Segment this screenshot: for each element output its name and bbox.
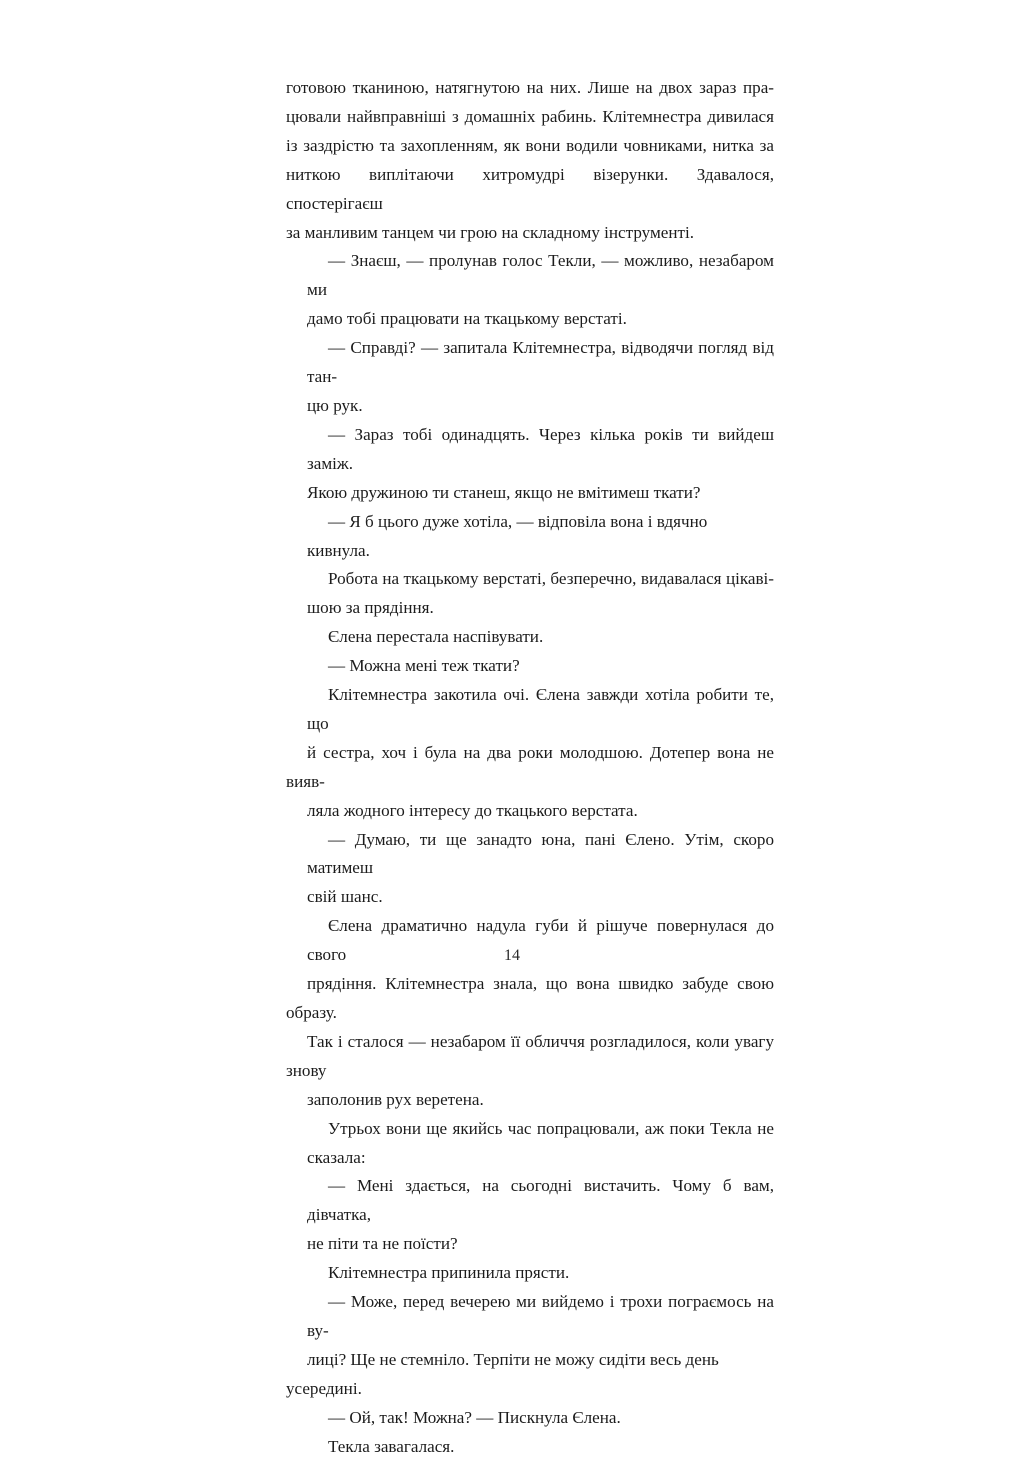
text-line: шою за прядіння.	[307, 598, 434, 618]
paragraph	[286, 565, 774, 623]
text-line: лиці? Ще не стемніло. Терпіти не можу сидіти весь день усередині.	[286, 1349, 719, 1398]
paragraph	[286, 247, 774, 334]
text-line: Єлена драматично надула губи й рішуче повернулася до свого	[307, 916, 774, 965]
text-line: — Можна мені теж ткати?	[328, 656, 520, 676]
paragraph	[286, 334, 774, 421]
text-line: прядіння. Клітемнестра знала, що вона швидко забуде свою образу.	[286, 974, 774, 1022]
text-line: Єлена перестала наспівувати.	[328, 627, 544, 647]
text-line: — Зараз тобі одинадцять. Через кілька років ти вийдеш заміж.	[307, 424, 774, 473]
paragraph	[286, 681, 774, 826]
text-line: — Думаю, ти ще занадто юна, пані Єлено. Утім, скоро матимеш	[307, 829, 774, 878]
paragraph	[286, 1288, 774, 1404]
page-text-block	[286, 74, 774, 1462]
paragraph	[286, 652, 774, 681]
text-line: ниткою виплітаючи хитромудрі візерунки. Здавалося, спостерігаєш	[286, 164, 774, 213]
text-line: із заздрістю та захопленням, як вони водили човниками, нитка за	[286, 135, 774, 155]
paragraph	[286, 912, 774, 1114]
text-line: Якою дружиною ти станеш, якщо не вмітимеш ткати?	[307, 482, 701, 502]
paragraph	[286, 1404, 774, 1433]
paragraph	[286, 508, 774, 566]
paragraph	[286, 421, 774, 508]
text-line: Клітемнестра припинила прясти.	[328, 1263, 570, 1283]
text-line: заполонив рух веретена.	[307, 1089, 484, 1109]
paragraph	[286, 1259, 774, 1288]
text-line: — Справді? — запитала Клітемнестра, відводячи погляд від тан-	[307, 338, 774, 387]
page-number: 14	[504, 947, 520, 964]
paragraph	[286, 74, 774, 247]
paragraph	[286, 1433, 774, 1462]
text-line: дамо тобі працювати на ткацькому верстаті.	[307, 309, 627, 329]
text-line: за манливим танцем чи грою на складному інструменті.	[286, 222, 695, 242]
paragraph	[286, 1115, 774, 1173]
text-line: сказала:	[307, 1147, 366, 1167]
text-line: Клітемнестра закотила очі. Єлена завжди хотіла робити те, що	[307, 685, 774, 733]
text-line: Робота на ткацькому верстаті, безперечно, видавалася цікаві-	[328, 569, 774, 589]
text-line: готовою тканиною, натягнутою на них. Лише на двох зараз пра-	[286, 78, 774, 97]
text-line: цювали найвправніші з домашніх рабинь. Клітемнестра дивилася	[286, 106, 774, 126]
text-line: Утрьох вони ще якийсь час попрацювали, аж поки Текла не	[328, 1118, 774, 1138]
text-line: — Мені здається, на сьогодні вистачить. Чому б вам, дівчатка,	[307, 1176, 774, 1225]
text-line: Так і сталося — незабаром її обличчя розгладилося, коли увагу знову	[286, 1031, 774, 1080]
text-line: — Знаєш, — пролунав голос Текли, — можливо, незабаром ми	[307, 251, 774, 300]
text-line: не піти та не поїсти?	[307, 1234, 458, 1254]
paragraph	[286, 623, 774, 652]
text-line: цю рук.	[307, 395, 363, 415]
text-line: — Ой, так! Можна? — Пискнула Єлена.	[328, 1407, 621, 1427]
text-line: — Може, перед вечерею ми вийдемо і трохи пограємось на ву-	[307, 1292, 774, 1340]
paragraph	[286, 826, 774, 913]
paragraph	[286, 1172, 774, 1259]
text-line: й сестра, хоч і була на два роки молодшою. Дотепер вона не вияв-	[286, 742, 774, 791]
text-line: — Я б цього дуже хотіла, — відповіла вона і вдячно кивнула.	[307, 511, 708, 560]
text-line: ляла жодного інтересу до ткацького верстата.	[307, 800, 638, 820]
text-line: Текла завагалася.	[328, 1436, 455, 1456]
text-line: свій шанс.	[307, 887, 383, 907]
